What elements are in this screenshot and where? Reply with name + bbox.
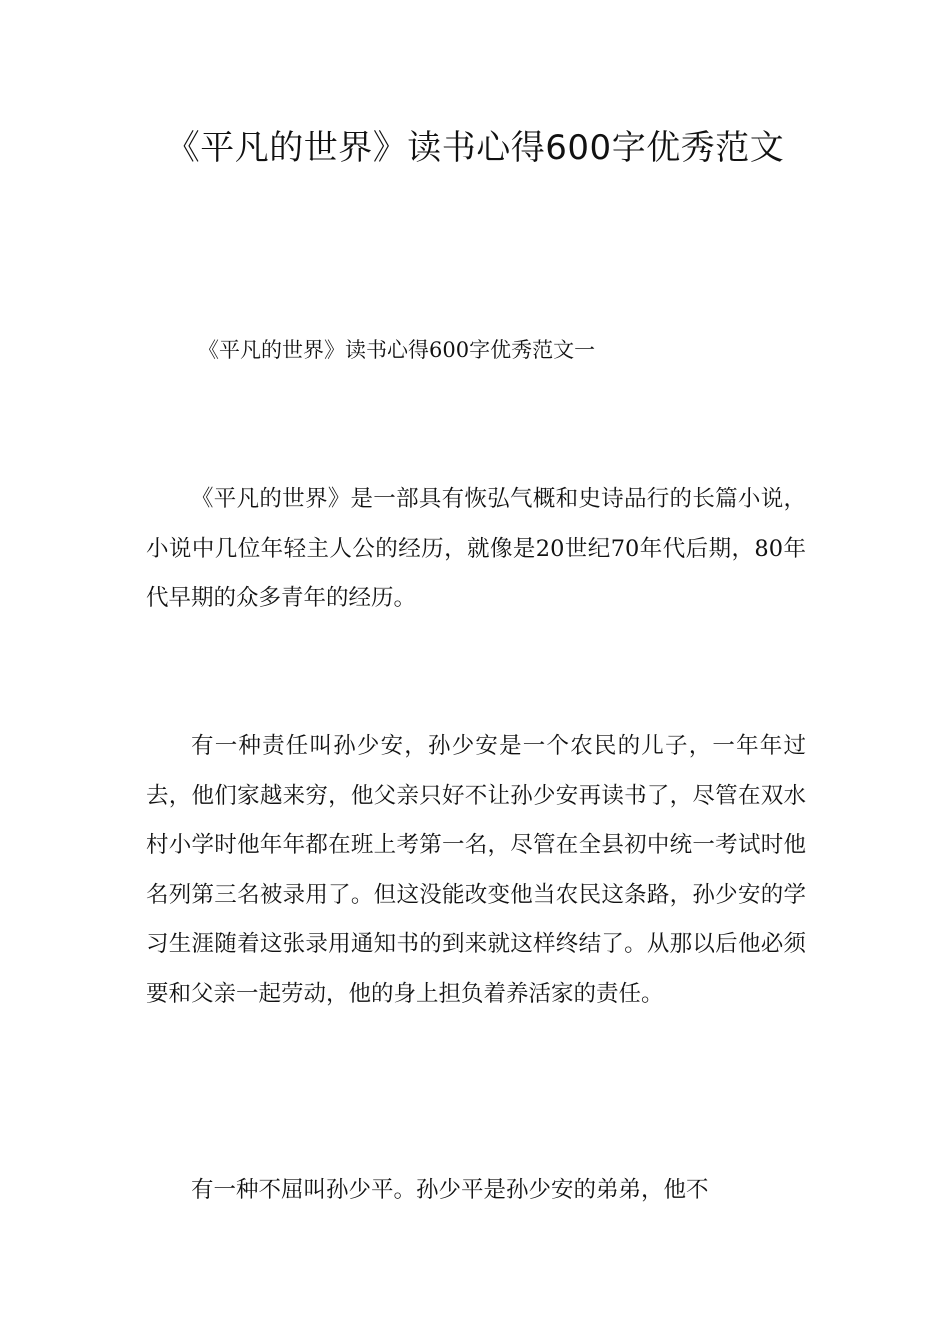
paragraph-1: 《平凡的世界》是一部具有恢弘气概和史诗品行的长篇小说，小说中几位年轻主人公的经历，就像是20世纪70年代后期，80年代早期的众多青年的经历。 — [146, 486, 806, 611]
paragraph-2: 有一种责任叫孙少安，孙少安是一个农民的儿子，一年年过去，他们家越来穷，他父亲只好不让孙少安再读书了，尽管在双水村小学时他年年都在班上考第一名，尽管在全县初中统一考试时他名列第三名被录用了。但这没能改变他当农民这条路，孙少安的学习生涯随着这张录用通知书的到来就这样终结了。从那以后他必须要和父亲一起劳动，他的身上担负着养活家的责任。 — [146, 733, 806, 1007]
section-heading: 《平凡的世界》读书心得600字优秀范文一 — [198, 338, 596, 362]
paragraph-3: 有一种不屈叫孙少平。孙少平是孙少安的弟弟，他不 — [191, 1177, 709, 1203]
document-title: 《平凡的世界》读书心得600字优秀范文 — [165, 128, 785, 168]
